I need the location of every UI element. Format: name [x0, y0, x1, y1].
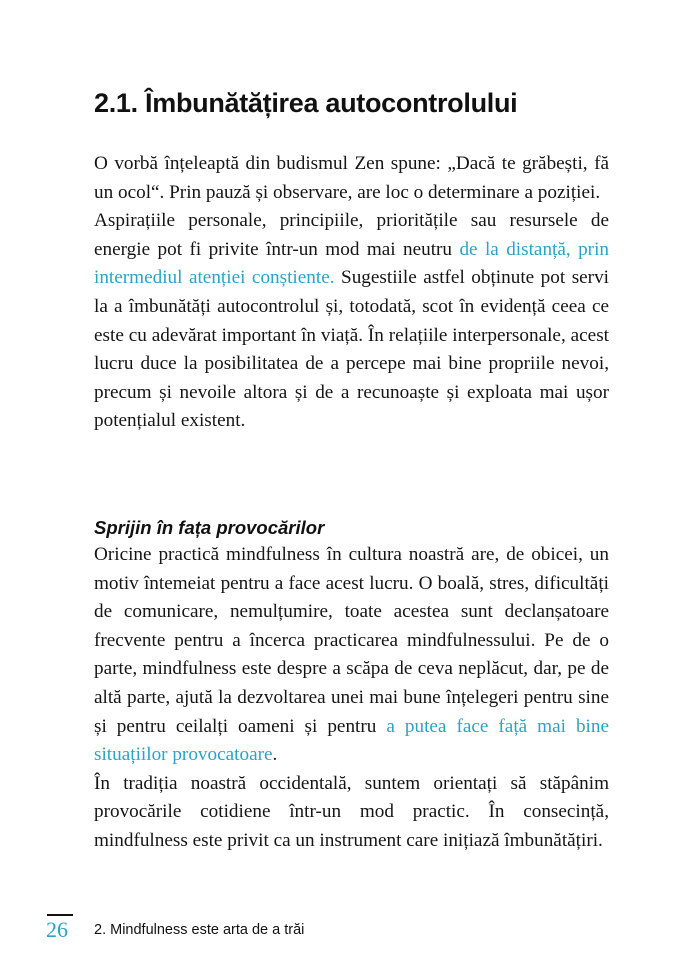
paragraph-text: . [272, 744, 278, 766]
highlighted-text: a putea face față mai bine situațiilor provocatoare [94, 715, 609, 766]
paragraph [94, 541, 609, 770]
paragraph-text: Sugestiile astfel obținute pot servi la a îmbunătăți autocontrolul și, totodată, scot în evidență ceea ce este cu adevărat important în viață. În relațiile interpersonale, acest lucru duce la posibilitatea de a percepe mai bine propriile nevoi, precum și nevoile altora și de a recunoaște și exploata mai ușor potențialul existent. [94, 267, 609, 432]
running-footer: 2. Mindfulness este arta de a trăi [94, 922, 305, 938]
paragraph [94, 207, 609, 436]
page-number-rule [47, 914, 73, 916]
paragraph: În tradiția noastră occidentală, suntem orientați să stăpânim provocările cotidiene într-un mod practic. În consecință, mindfulness este privit ca un instrument care inițiază îmbunătățiri. [94, 772, 609, 851]
paragraph: O vorbă înțeleaptă din budismul Zen spune: „Dacă te grăbești, fă un ocol“. Prin pauză și observare, are loc o determinare a poziției. [94, 153, 609, 203]
section-body [94, 150, 609, 436]
paragraph-text: Aspirațiile personale, principiile, prioritățile sau resursele de energie pot fi privite într-un mod mai neutru [94, 210, 609, 260]
section-heading: 2.1. Îmbunătățirea autocontrolului [94, 88, 518, 118]
subsection-heading: Sprijin în fața provocărilor [94, 517, 325, 538]
paragraph-text: Oricine practică mindfulness în cultura noastră are, de obicei, un motiv întemeiat pentru a face acest lucru. O boală, stres, dificultăți de comunicare, nemulțumire, toate acestea sunt declanșatoare frecvente pentru a încerca practicarea mindfulnessului. Pe de o parte, mindfulness este despre a scăpa de ceva neplăcut, dar, pe de altă parte, ajută la dezvoltarea unei mai bune înțelegeri pentru sine și pentru ceilalți oameni și pentru [94, 544, 609, 737]
page-number: 26 [46, 917, 68, 942]
highlighted-text: de la distanță, prin intermediul atenției conștiente. [94, 238, 609, 289]
subsection-body [94, 515, 609, 856]
